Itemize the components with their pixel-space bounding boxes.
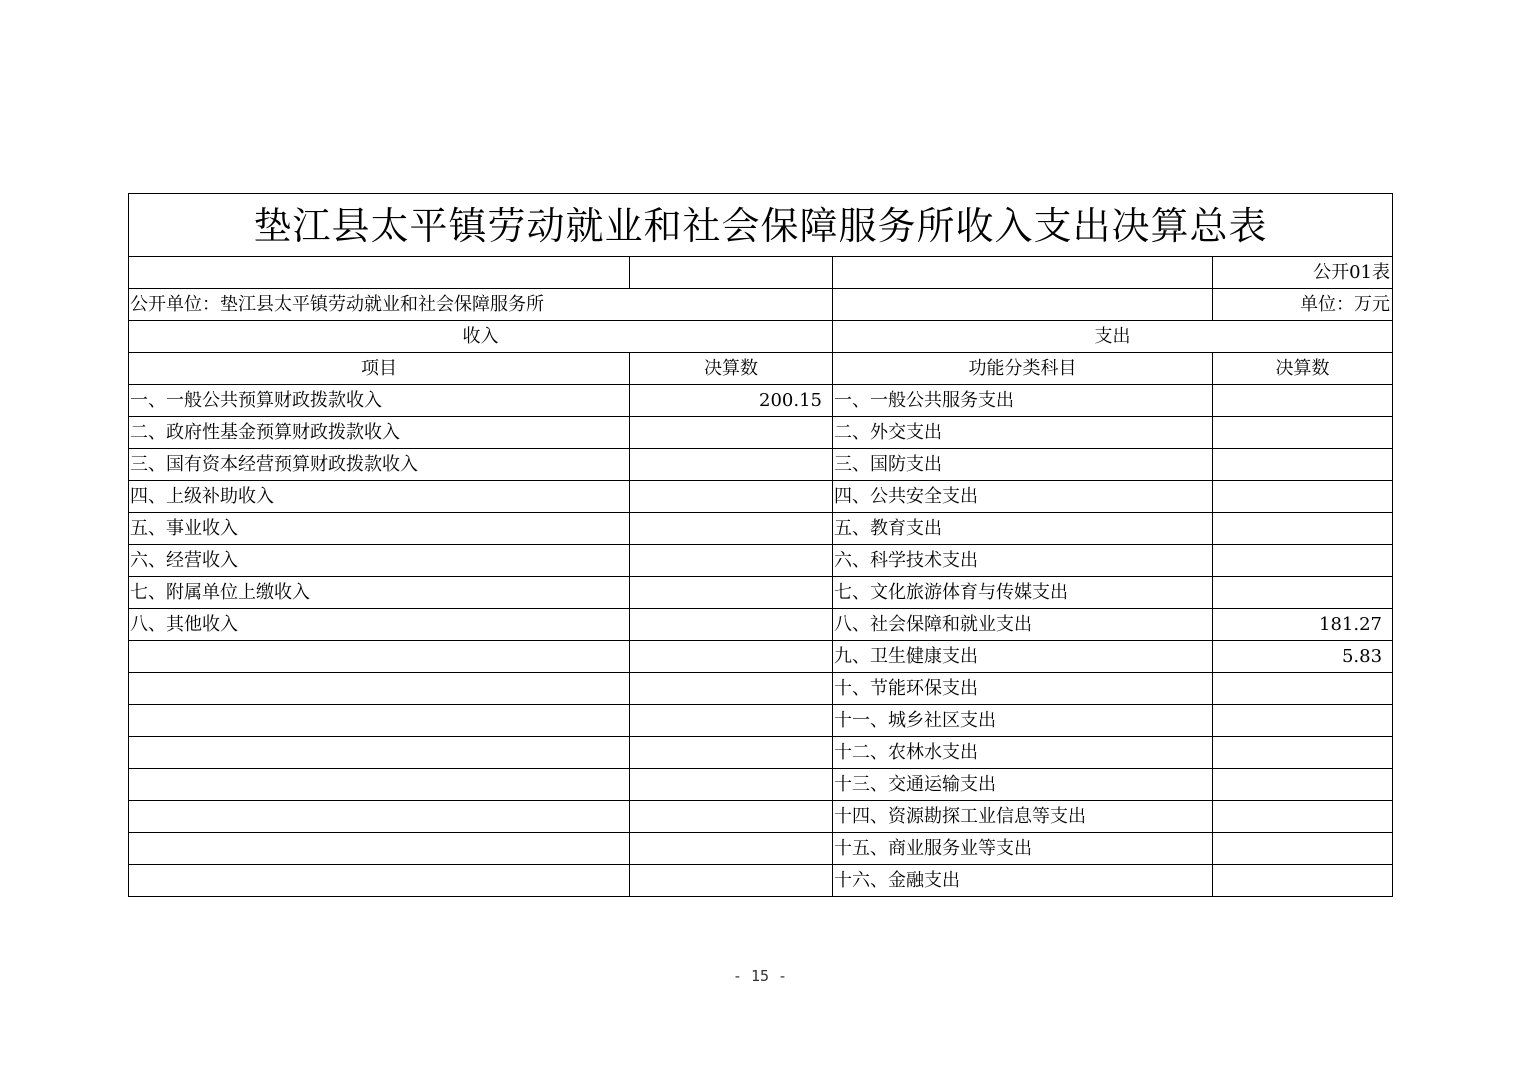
- expense-item-cell: 三、国防支出: [833, 449, 1213, 481]
- table-row: [129, 513, 1393, 545]
- empty-cell: [833, 289, 1213, 321]
- table-row: [129, 801, 1393, 833]
- income-item-cell: 四、上级补助收入: [129, 481, 630, 513]
- expense-amount-cell: [1213, 833, 1393, 865]
- expense-item-cell: 十、节能环保支出: [833, 673, 1213, 705]
- expense-item-cell: 九、卫生健康支出: [833, 641, 1213, 673]
- expense-item-cell: 六、科学技术支出: [833, 545, 1213, 577]
- expense-amount-cell: [1213, 385, 1393, 417]
- table-row: [129, 705, 1393, 737]
- expense-item-cell: 五、教育支出: [833, 513, 1213, 545]
- unit-info-row: [129, 289, 1393, 321]
- expense-amount-cell: [1213, 705, 1393, 737]
- expense-item-cell: 十五、商业服务业等支出: [833, 833, 1213, 865]
- table-row: [129, 417, 1393, 449]
- expense-item-header: 功能分类科目: [833, 353, 1213, 385]
- income-amount-cell: [630, 801, 833, 833]
- section-header-row: [129, 321, 1393, 353]
- expense-item-cell: 十四、资源勘探工业信息等支出: [833, 801, 1213, 833]
- expense-amount-cell: [1213, 737, 1393, 769]
- income-amount-header: 决算数: [630, 353, 833, 385]
- expense-item-cell: 四、公共安全支出: [833, 481, 1213, 513]
- expense-amount-cell: [1213, 769, 1393, 801]
- income-item-cell: [129, 865, 630, 897]
- income-item-cell: 二、政府性基金预算财政拨款收入: [129, 417, 630, 449]
- income-amount-cell: [630, 705, 833, 737]
- expense-amount-cell: [1213, 481, 1393, 513]
- expense-amount-cell: [1213, 545, 1393, 577]
- budget-summary-table: [128, 193, 1393, 897]
- income-amount-cell: 200.15: [630, 385, 833, 417]
- income-item-cell: [129, 673, 630, 705]
- expense-item-cell: 一、一般公共服务支出: [833, 385, 1213, 417]
- expense-section-header: 支出: [833, 321, 1393, 353]
- currency-unit: 单位：万元: [1213, 289, 1393, 321]
- title-row: [129, 194, 1393, 257]
- expense-amount-cell: [1213, 513, 1393, 545]
- empty-cell: [630, 257, 833, 289]
- income-amount-cell: [630, 641, 833, 673]
- income-amount-cell: [630, 833, 833, 865]
- income-item-cell: [129, 769, 630, 801]
- income-item-cell: 一、一般公共预算财政拨款收入: [129, 385, 630, 417]
- expense-item-cell: 十三、交通运输支出: [833, 769, 1213, 801]
- expense-item-cell: 十六、金融支出: [833, 865, 1213, 897]
- table-title: 垫江县太平镇劳动就业和社会保障服务所收入支出决算总表: [129, 194, 1393, 257]
- income-amount-cell: [630, 577, 833, 609]
- table-code: 公开01表: [1213, 257, 1393, 289]
- income-item-cell: [129, 705, 630, 737]
- income-item-cell: [129, 801, 630, 833]
- expense-amount-header: 决算数: [1213, 353, 1393, 385]
- income-amount-cell: [630, 769, 833, 801]
- income-item-cell: 五、事业收入: [129, 513, 630, 545]
- table-row: [129, 833, 1393, 865]
- table-row: [129, 449, 1393, 481]
- column-header-row: [129, 353, 1393, 385]
- table-row: [129, 673, 1393, 705]
- expense-amount-cell: [1213, 865, 1393, 897]
- income-amount-cell: [630, 609, 833, 641]
- income-section-header: 收入: [129, 321, 833, 353]
- income-item-cell: 三、国有资本经营预算财政拨款收入: [129, 449, 630, 481]
- table-row: [129, 481, 1393, 513]
- expense-item-cell: 十二、农林水支出: [833, 737, 1213, 769]
- empty-cell: [129, 257, 630, 289]
- income-item-cell: [129, 833, 630, 865]
- income-item-header: 项目: [129, 353, 630, 385]
- table-row: [129, 609, 1393, 641]
- expense-amount-cell: [1213, 449, 1393, 481]
- expense-amount-cell: [1213, 417, 1393, 449]
- income-amount-cell: [630, 417, 833, 449]
- expense-amount-cell: 5.83: [1213, 641, 1393, 673]
- income-amount-cell: [630, 449, 833, 481]
- table-row: [129, 385, 1393, 417]
- table-row: [129, 769, 1393, 801]
- income-amount-cell: [630, 545, 833, 577]
- table-row: [129, 577, 1393, 609]
- expense-item-cell: 二、外交支出: [833, 417, 1213, 449]
- income-amount-cell: [630, 673, 833, 705]
- table-row: [129, 865, 1393, 897]
- empty-cell: [833, 257, 1213, 289]
- expense-item-cell: 八、社会保障和就业支出: [833, 609, 1213, 641]
- reporting-unit: 公开单位：垫江县太平镇劳动就业和社会保障服务所: [129, 289, 833, 321]
- table-row: [129, 545, 1393, 577]
- table-row: [129, 737, 1393, 769]
- income-amount-cell: [630, 481, 833, 513]
- income-item-cell: [129, 737, 630, 769]
- expense-item-cell: 七、文化旅游体育与传媒支出: [833, 577, 1213, 609]
- income-item-cell: 八、其他收入: [129, 609, 630, 641]
- income-item-cell: [129, 641, 630, 673]
- expense-amount-cell: [1213, 577, 1393, 609]
- income-item-cell: 七、附属单位上缴收入: [129, 577, 630, 609]
- page-number: - 15 -: [732, 967, 788, 985]
- table-code-row: [129, 257, 1393, 289]
- expense-amount-cell: [1213, 801, 1393, 833]
- income-item-cell: 六、经营收入: [129, 545, 630, 577]
- table-row: [129, 641, 1393, 673]
- expense-amount-cell: 181.27: [1213, 609, 1393, 641]
- expense-item-cell: 十一、城乡社区支出: [833, 705, 1213, 737]
- income-amount-cell: [630, 865, 833, 897]
- expense-amount-cell: [1213, 673, 1393, 705]
- income-amount-cell: [630, 737, 833, 769]
- income-amount-cell: [630, 513, 833, 545]
